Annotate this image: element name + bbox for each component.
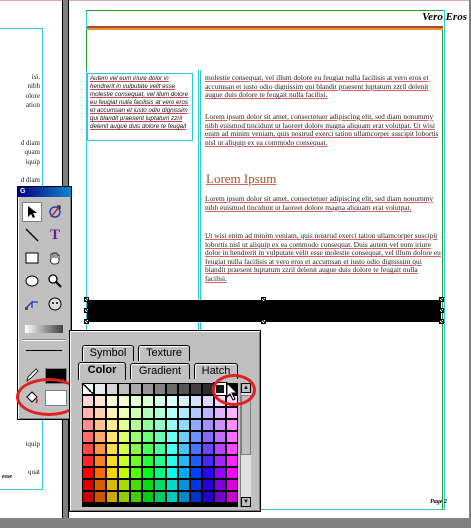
color-swatch[interactable]	[154, 479, 166, 491]
color-swatch[interactable]	[142, 407, 154, 419]
selection-handle[interactable]	[439, 319, 444, 324]
color-swatch[interactable]	[166, 443, 178, 455]
left-page-line: ation	[26, 101, 40, 110]
color-swatch[interactable]	[166, 467, 178, 479]
connector-icon	[24, 296, 40, 312]
color-swatch[interactable]	[130, 479, 142, 491]
rectangle-tool[interactable]	[22, 248, 42, 268]
color-swatch[interactable]	[118, 491, 130, 503]
color-swatch[interactable]	[106, 467, 118, 479]
color-swatch[interactable]	[82, 479, 94, 491]
color-swatch[interactable]	[106, 395, 118, 407]
color-swatch[interactable]	[142, 491, 154, 503]
color-swatch[interactable]	[226, 431, 238, 443]
color-swatch[interactable]	[178, 455, 190, 467]
hand-icon	[47, 250, 63, 266]
color-swatch[interactable]	[166, 407, 178, 419]
color-swatch[interactable]	[82, 407, 94, 419]
left-page-line: iquip	[25, 157, 40, 166]
color-swatch[interactable]	[130, 467, 142, 479]
color-swatch-grid[interactable]	[82, 383, 238, 507]
tab-color[interactable]: Color	[78, 362, 126, 380]
column-paragraph-1[interactable]: molestie consequat, vel illum dolore eu feugiat nulla facilisis at vero eros et accumsan et iusto odio dignissim qui blandit praesent luptatum zzril delenit augue duis dolore te feugait nulla facilisi.	[205, 74, 429, 100]
rotate-arrow-icon	[47, 204, 63, 220]
header-rule-orange	[87, 28, 443, 30]
color-swatch[interactable]	[202, 467, 214, 479]
color-swatch[interactable]	[226, 407, 238, 419]
color-swatch[interactable]	[82, 419, 94, 431]
color-swatch[interactable]	[202, 431, 214, 443]
color-swatch[interactable]	[226, 491, 238, 503]
color-swatch[interactable]	[202, 419, 214, 431]
color-swatch[interactable]	[154, 491, 166, 503]
color-swatch[interactable]	[202, 395, 214, 407]
color-swatch[interactable]	[190, 419, 202, 431]
toolbox-separator	[22, 339, 66, 341]
page-margin-line	[0, 0, 62, 1]
color-swatch[interactable]	[214, 479, 226, 491]
image-frame-icon	[47, 296, 63, 312]
ellipse-tool[interactable]	[22, 271, 42, 291]
left-page-line: olore	[25, 91, 40, 100]
footer-left: esse	[2, 474, 12, 480]
color-swatch[interactable]	[82, 491, 94, 503]
color-swatch[interactable]	[106, 431, 118, 443]
left-page-line: quam	[24, 148, 40, 157]
toolbox-title-bar[interactable]	[18, 187, 71, 197]
color-swatch[interactable]	[166, 431, 178, 443]
color-swatch[interactable]	[214, 467, 226, 479]
color-swatch[interactable]	[94, 431, 106, 443]
color-swatch[interactable]	[94, 407, 106, 419]
column-paragraph-2[interactable]: Lorem ipsum dolor sit amet, consectetuer adipiscing elit, sed diam nonummy nibh euismod tincidunt ut laoreet dolore magna aliquam erat volutpat. Ut wisi enim ad minim veniam, quis nostrud exerci tation ullamcorper suscipit lobortis nisl ut aliquip ex ea commodo consequat.	[205, 113, 439, 147]
color-swatch[interactable]	[178, 479, 190, 491]
magnifier-icon	[47, 273, 63, 289]
zoom-tool[interactable]	[45, 271, 65, 291]
color-swatch[interactable]	[190, 455, 202, 467]
selection-handle[interactable]	[84, 297, 89, 302]
color-swatch[interactable]	[166, 419, 178, 431]
color-swatch[interactable]	[190, 407, 202, 419]
color-swatch[interactable]	[142, 467, 154, 479]
color-swatch[interactable]	[214, 419, 226, 431]
color-swatch[interactable]	[118, 407, 130, 419]
color-swatch[interactable]	[202, 479, 214, 491]
color-swatch[interactable]	[94, 491, 106, 503]
color-swatch[interactable]	[106, 479, 118, 491]
color-swatch[interactable]	[82, 467, 94, 479]
color-swatch[interactable]	[94, 443, 106, 455]
page-margin-line	[69, 0, 469, 1]
color-swatch[interactable]	[130, 419, 142, 431]
color-swatch[interactable]	[190, 431, 202, 443]
color-swatch[interactable]	[202, 443, 214, 455]
column-heading[interactable]: Lorem Ipsum	[206, 171, 277, 186]
app-icon: G	[20, 188, 26, 195]
color-swatch[interactable]	[130, 455, 142, 467]
selection-handle[interactable]	[439, 297, 444, 302]
color-swatch[interactable]	[178, 443, 190, 455]
color-swatch[interactable]	[178, 419, 190, 431]
color-swatch[interactable]	[226, 479, 238, 491]
running-header: Vero Eros	[422, 11, 467, 23]
color-swatch[interactable]	[130, 395, 142, 407]
left-page-line: d diam	[20, 176, 40, 185]
color-swatch[interactable]	[94, 419, 106, 431]
color-swatch[interactable]	[130, 407, 142, 419]
color-swatch[interactable]	[214, 491, 226, 503]
color-swatch[interactable]	[94, 455, 106, 467]
color-swatch[interactable]	[130, 431, 142, 443]
text-t-icon: T	[49, 226, 60, 243]
line-tool[interactable]	[22, 225, 42, 245]
color-swatch[interactable]	[178, 407, 190, 419]
left-page-line: nibh	[27, 82, 40, 91]
fill-panel[interactable]	[69, 330, 261, 512]
color-swatch[interactable]	[154, 407, 166, 419]
color-swatch[interactable]	[202, 407, 214, 419]
color-swatch[interactable]	[118, 395, 130, 407]
tab-gradient[interactable]: Gradient	[130, 363, 190, 379]
color-swatch[interactable]	[82, 455, 94, 467]
mouse-cursor-icon	[226, 382, 240, 402]
tab-symbol[interactable]: Symbol	[82, 345, 134, 361]
color-swatch[interactable]	[166, 455, 178, 467]
column-paragraph-4[interactable]: Ut wisi enim ad minim veniam, quis nostrud exerci tation ullamcorper suscipit lobortis nisl ut aliquip ex ea commodo consequat. Duis autem vel eum iriure dolor in hendrerit in vulputate velit esse molestie consequat, vel illum dolore eu feugiat nulla facilisis at vero eros et accumsan et iusto odio dignissim qui blandit praesent luptatum zzril delenit augue duis dolore te feugait nulla facilisi.	[205, 232, 441, 283]
rotate-tool[interactable]	[45, 202, 65, 222]
color-swatch[interactable]	[154, 443, 166, 455]
hand-tool[interactable]	[45, 248, 65, 268]
color-swatch[interactable]	[130, 443, 142, 455]
selection-handle[interactable]	[261, 297, 266, 302]
tab-texture[interactable]: Texture	[138, 345, 190, 361]
left-page-line: iquip	[25, 439, 40, 448]
color-swatch[interactable]	[154, 383, 166, 395]
tab-hatch[interactable]: Hatch	[194, 363, 238, 379]
color-swatch[interactable]	[190, 443, 202, 455]
table-tool[interactable]	[22, 294, 42, 314]
color-swatch[interactable]	[166, 491, 178, 503]
color-swatch[interactable]	[142, 443, 154, 455]
color-swatch[interactable]	[130, 491, 142, 503]
color-swatch[interactable]	[106, 491, 118, 503]
color-swatch[interactable]	[178, 395, 190, 407]
color-swatch[interactable]	[214, 455, 226, 467]
image-tool[interactable]	[45, 294, 65, 314]
selection-handle[interactable]	[261, 319, 266, 324]
color-swatch[interactable]	[154, 419, 166, 431]
color-swatch[interactable]	[106, 383, 118, 395]
footer-page-number: Page 2	[430, 499, 447, 505]
color-swatch[interactable]	[214, 407, 226, 419]
left-page-line: d diam	[20, 138, 40, 147]
color-swatch[interactable]	[214, 443, 226, 455]
color-swatch[interactable]	[154, 467, 166, 479]
color-swatch[interactable]	[142, 431, 154, 443]
rectangle-icon	[24, 250, 40, 266]
color-swatch[interactable]	[226, 455, 238, 467]
color-swatch[interactable]	[130, 383, 142, 395]
color-swatch[interactable]	[82, 443, 94, 455]
color-swatch[interactable]	[142, 383, 154, 395]
gradient-swatch[interactable]	[25, 325, 63, 333]
color-swatch[interactable]	[118, 431, 130, 443]
color-swatch[interactable]	[226, 419, 238, 431]
column-paragraph-3[interactable]: Lorem ipsum dolor sit amet, consectetuer adipiscing elit, sed diam nonummy nibh euismod tincidunt ut laoreet dolore magna aliquam erat volutpat.	[205, 195, 434, 212]
color-swatch[interactable]	[190, 479, 202, 491]
color-swatch[interactable]	[154, 431, 166, 443]
color-swatch[interactable]	[178, 383, 190, 395]
color-swatch[interactable]	[178, 431, 190, 443]
color-swatch[interactable]	[118, 443, 130, 455]
color-swatch[interactable]	[118, 383, 130, 395]
color-swatch[interactable]	[226, 443, 238, 455]
selection-handle[interactable]	[84, 308, 89, 313]
color-swatch[interactable]	[190, 383, 202, 395]
color-swatch[interactable]	[106, 455, 118, 467]
left-page-line: isi.	[31, 73, 40, 81]
color-swatch[interactable]	[190, 491, 202, 503]
color-swatch[interactable]	[106, 443, 118, 455]
color-swatch[interactable]	[154, 455, 166, 467]
color-swatch[interactable]	[94, 383, 106, 395]
color-swatch[interactable]	[226, 467, 238, 479]
color-swatch[interactable]	[166, 395, 178, 407]
color-swatch[interactable]	[142, 479, 154, 491]
header-guide	[86, 10, 443, 11]
color-swatch[interactable]	[118, 455, 130, 467]
line-weight-sample[interactable]	[26, 350, 62, 351]
color-swatch[interactable]	[82, 395, 94, 407]
color-swatch[interactable]	[202, 455, 214, 467]
line-icon	[24, 227, 40, 243]
color-swatch[interactable]	[190, 467, 202, 479]
color-swatch[interactable]	[178, 491, 190, 503]
green-margin-right	[442, 30, 443, 510]
ellipse-icon	[24, 273, 40, 289]
selection-handle[interactable]	[439, 308, 444, 313]
color-swatch[interactable]	[202, 491, 214, 503]
pointer-tool[interactable]	[22, 202, 42, 222]
sidebar-paragraph[interactable]: Autem vel eum iriure dolor in hendrerit in vulputate velit esse molestie consequat, vel illum dolore eu feugiat nulla facilisis at vero eros et accumsan et iusto odio dignissim qui blandit praesent luptatum zzril delenit augue duis dolore te feugait	[87, 73, 193, 141]
color-swatch[interactable]	[118, 479, 130, 491]
color-swatch[interactable]	[82, 431, 94, 443]
color-swatch[interactable]	[94, 467, 106, 479]
selection-handle[interactable]	[84, 319, 89, 324]
arrow-pointer-icon	[26, 205, 38, 219]
color-swatch[interactable]	[106, 407, 118, 419]
text-tool[interactable]	[45, 225, 65, 245]
color-swatch[interactable]	[166, 383, 178, 395]
color-swatch[interactable]	[118, 419, 130, 431]
left-page-line: quat	[27, 467, 40, 476]
color-swatch[interactable]	[166, 479, 178, 491]
scroll-down-button[interactable]: ▼	[241, 497, 251, 507]
color-swatch[interactable]	[142, 419, 154, 431]
color-swatch[interactable]	[142, 395, 154, 407]
color-swatch[interactable]	[118, 467, 130, 479]
color-swatch[interactable]	[142, 455, 154, 467]
color-swatch[interactable]	[94, 395, 106, 407]
color-swatch[interactable]	[178, 467, 190, 479]
color-swatch[interactable]	[154, 395, 166, 407]
scroll-up-button[interactable]: ▲	[241, 383, 251, 393]
color-swatch[interactable]	[94, 479, 106, 491]
color-swatch[interactable]	[190, 395, 202, 407]
color-swatch[interactable]	[82, 383, 94, 395]
color-swatch[interactable]	[106, 419, 118, 431]
color-swatch[interactable]	[214, 431, 226, 443]
